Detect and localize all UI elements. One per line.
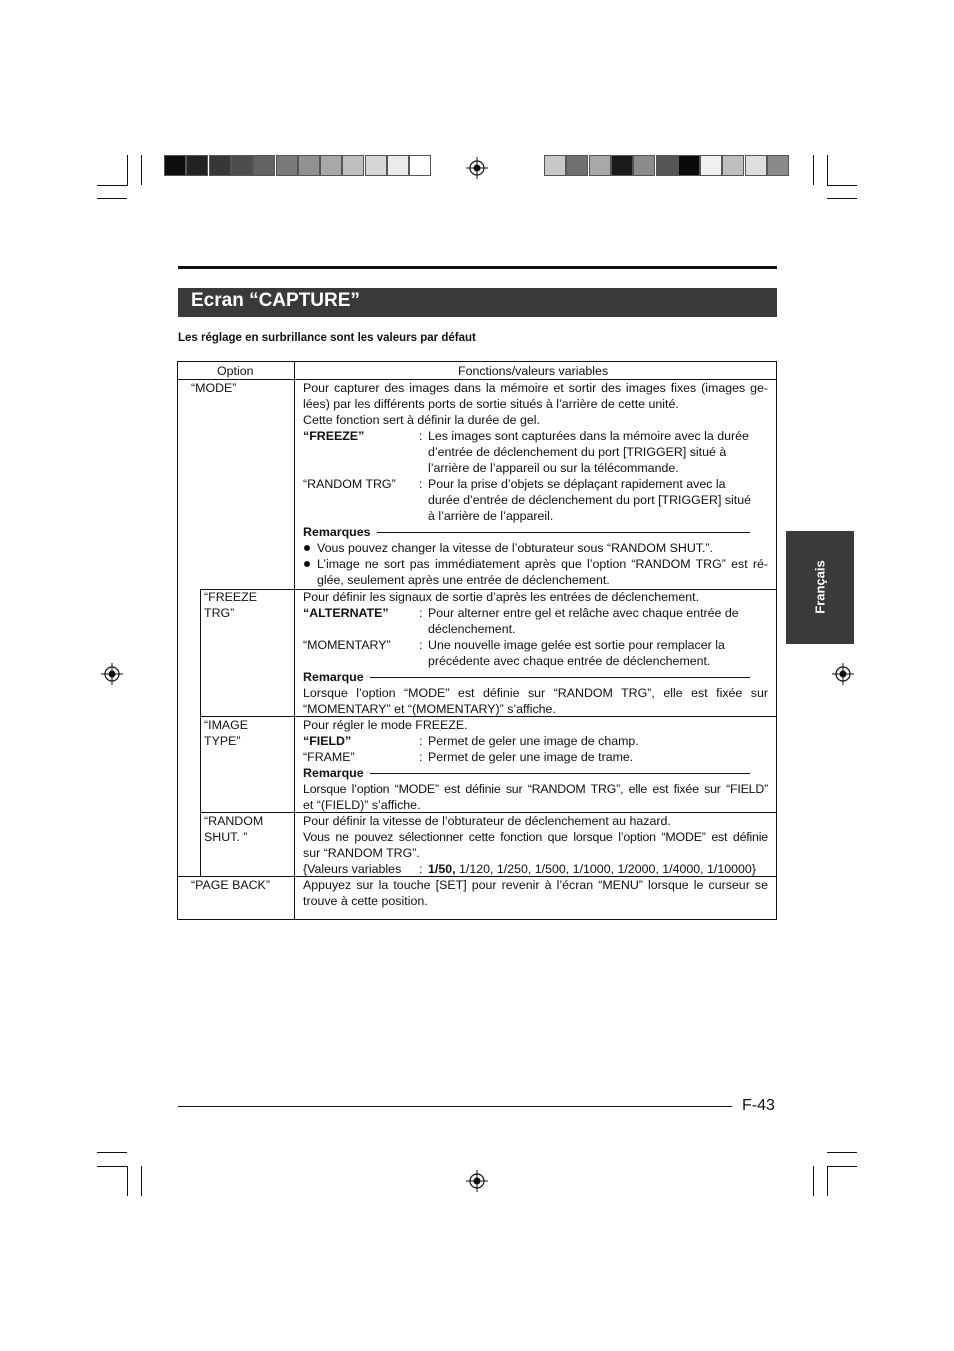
crop-mark xyxy=(827,185,857,186)
calibration-swatch xyxy=(276,155,298,176)
crop-mark xyxy=(97,185,128,186)
calibration-swatch xyxy=(566,155,588,176)
registration-mark-icon xyxy=(101,663,123,685)
value-colon: : xyxy=(419,429,423,443)
value-colon: : xyxy=(419,606,423,620)
value-key: “RANDOM TRG” xyxy=(303,477,396,491)
crop-mark xyxy=(127,1166,128,1196)
crop-mark xyxy=(141,1166,142,1196)
option-label: TRG” xyxy=(204,606,235,620)
option-label: “PAGE BACK” xyxy=(191,878,270,892)
remarks-title: Remarques xyxy=(303,525,371,539)
value-text: précédente avec chaque entrée de déclenchement. xyxy=(428,654,711,668)
values-list xyxy=(428,861,756,877)
value-text: Permet de geler une image de trame. xyxy=(428,750,634,764)
description-text: Pour régler le mode FREEZE. xyxy=(303,718,468,732)
column-header-option: Option xyxy=(217,364,254,378)
table-divider xyxy=(294,361,295,920)
value-text: l’arrière de l’appareil ou sur la télécommande. xyxy=(428,461,679,475)
bottom-rule xyxy=(178,1106,732,1107)
registration-mark-icon xyxy=(832,663,854,685)
description-text: Vous ne pouvez sélectionner cette fonction que lorsque l’option “MODE” est définie xyxy=(303,830,768,844)
crop-mark xyxy=(97,1166,128,1167)
table-divider xyxy=(200,589,201,877)
remark-rule xyxy=(370,677,750,678)
calibration-swatch xyxy=(164,155,186,176)
language-tab xyxy=(786,531,854,644)
value-colon: : xyxy=(419,477,423,491)
crop-mark xyxy=(827,1152,857,1153)
crop-mark xyxy=(127,155,128,185)
value-key: “MOMENTARY” xyxy=(303,638,391,652)
value-colon: : xyxy=(419,862,423,876)
calibration-swatch xyxy=(342,155,364,176)
value-colon: : xyxy=(419,750,423,764)
crop-mark xyxy=(97,198,127,199)
value-text: durée d’entrée de déclenchement du port [TRIGGER] situé xyxy=(428,493,752,507)
crop-mark xyxy=(97,1152,127,1153)
crop-mark xyxy=(141,155,142,185)
calibration-swatch xyxy=(544,155,566,176)
description-text: lées) par les différents ports de sortie situés à l’arrière de cette unité. xyxy=(303,397,679,411)
value-key: “FIELD” xyxy=(303,734,352,748)
remarks-rule xyxy=(377,532,750,533)
description-text: Cette fonction sert à définir la durée de gel. xyxy=(303,413,540,427)
page-number: F-43 xyxy=(742,1097,775,1114)
description-text: sur “RANDOM TRG”. xyxy=(303,846,420,860)
bullet-icon xyxy=(304,561,310,567)
option-label: “FREEZE xyxy=(204,590,258,604)
value-key: “FREEZE” xyxy=(303,429,365,443)
remark-text: Lorsque l’option “MODE” est définie sur “RANDOM TRG”, elle est fixée sur xyxy=(303,686,768,700)
calibration-swatch xyxy=(722,155,744,176)
crop-mark xyxy=(827,1166,857,1167)
description-text: Pour définir les signaux de sortie d’après les entrées de déclenchement. xyxy=(303,590,700,604)
subtitle: Les réglage en surbrillance sont les valeurs par défaut xyxy=(178,332,476,344)
calibration-swatch xyxy=(656,155,678,176)
value-text: Permet de geler une image de champ. xyxy=(428,734,639,748)
calibration-swatch xyxy=(387,155,409,176)
calibration-swatch xyxy=(611,155,633,176)
value-colon: : xyxy=(419,734,423,748)
option-label: “MODE” xyxy=(191,381,237,395)
calibration-swatch xyxy=(409,155,431,176)
description-text: Pour définir la vitesse de l’obturateur de déclenchement au hazard. xyxy=(303,814,671,828)
calibration-swatch xyxy=(298,155,320,176)
option-label: “RANDOM xyxy=(204,814,264,828)
value-text: à l’arrière de l’appareil. xyxy=(428,509,554,523)
calibration-swatch xyxy=(767,155,789,176)
calibration-swatch xyxy=(745,155,767,176)
calibration-swatch xyxy=(633,155,655,176)
value-text: Pour alterner entre gel et relâche avec chaque entrée de xyxy=(428,606,739,620)
description-text: Appuyez sur la touche [SET] pour revenir à l’écran “MENU” lorsque le curseur se xyxy=(303,878,768,892)
crop-mark xyxy=(813,1166,814,1196)
remark-text: et “(FIELD)” s’affiche. xyxy=(303,798,421,812)
value-text: d’entrée de déclenchement du port [TRIGGER] situé à xyxy=(428,445,727,459)
bullet-icon xyxy=(304,545,310,551)
top-rule xyxy=(178,266,777,269)
value-key: “FRAME” xyxy=(303,750,355,764)
remark-text: Lorsque l’option “MODE” est définie sur “RANDOM TRG”, elle est fixée sur “FIELD” xyxy=(303,782,768,796)
calibration-swatch xyxy=(320,155,342,176)
option-label: TYPE” xyxy=(204,734,241,748)
column-header-functions: Fonctions/valeurs variables xyxy=(458,364,609,378)
registration-mark-icon xyxy=(466,1170,488,1192)
description-text: Pour capturer des images dans la mémoire et sortir des images fixes (images ge- xyxy=(303,381,768,395)
value-key: “ALTERNATE” xyxy=(303,606,389,620)
registration-mark-icon xyxy=(466,157,488,179)
remark-text: Vous pouvez changer la vitesse de l’obturateur sous “RANDOM SHUT.”. xyxy=(317,541,713,555)
value-text: Pour la prise d’objets se déplaçant rapidement avec la xyxy=(428,477,726,491)
calibration-swatch xyxy=(589,155,611,176)
other-values: 1/120, 1/250, 1/500, 1/1000, 1/2000, 1/4000, 1/10000} xyxy=(455,862,756,876)
crop-mark xyxy=(827,155,828,185)
calibration-swatch xyxy=(365,155,387,176)
remark-rule xyxy=(370,773,750,774)
value-colon: : xyxy=(419,638,423,652)
remark-text: L’image ne sort pas immédiatement après que l’option “RANDOM TRG” est ré- xyxy=(317,557,768,571)
crop-mark xyxy=(813,155,814,185)
language-tab-label: Français xyxy=(812,560,828,614)
calibration-swatch xyxy=(253,155,275,176)
title-bar xyxy=(178,288,777,317)
default-value: 1/50, xyxy=(428,862,456,876)
page-title: Ecran “CAPTURE” xyxy=(191,290,360,311)
remark-text: “MOMENTARY” et “(MOMENTARY)” s’affiche. xyxy=(303,702,556,716)
option-label: SHUT. ” xyxy=(204,830,248,844)
value-text: Une nouvelle image gelée est sortie pour remplacer la xyxy=(428,638,725,652)
value-text: déclenchement. xyxy=(428,622,516,636)
option-label: “IMAGE xyxy=(204,718,249,732)
crop-mark xyxy=(827,1166,828,1196)
crop-mark xyxy=(827,198,857,199)
remark-text: glée, seulement après une entrée de déclenchement. xyxy=(317,573,610,587)
calibration-swatch xyxy=(186,155,208,176)
value-text: Les images sont capturées dans la mémoire avec la durée xyxy=(428,429,749,443)
calibration-swatch xyxy=(700,155,722,176)
remark-title: Remarque xyxy=(303,766,364,780)
calibration-swatch xyxy=(231,155,253,176)
calibration-swatch xyxy=(678,155,700,176)
calibration-swatch xyxy=(209,155,231,176)
values-label: {Valeurs variables xyxy=(303,862,402,876)
remark-title: Remarque xyxy=(303,670,364,684)
description-text: trouve à cette position. xyxy=(303,894,428,908)
